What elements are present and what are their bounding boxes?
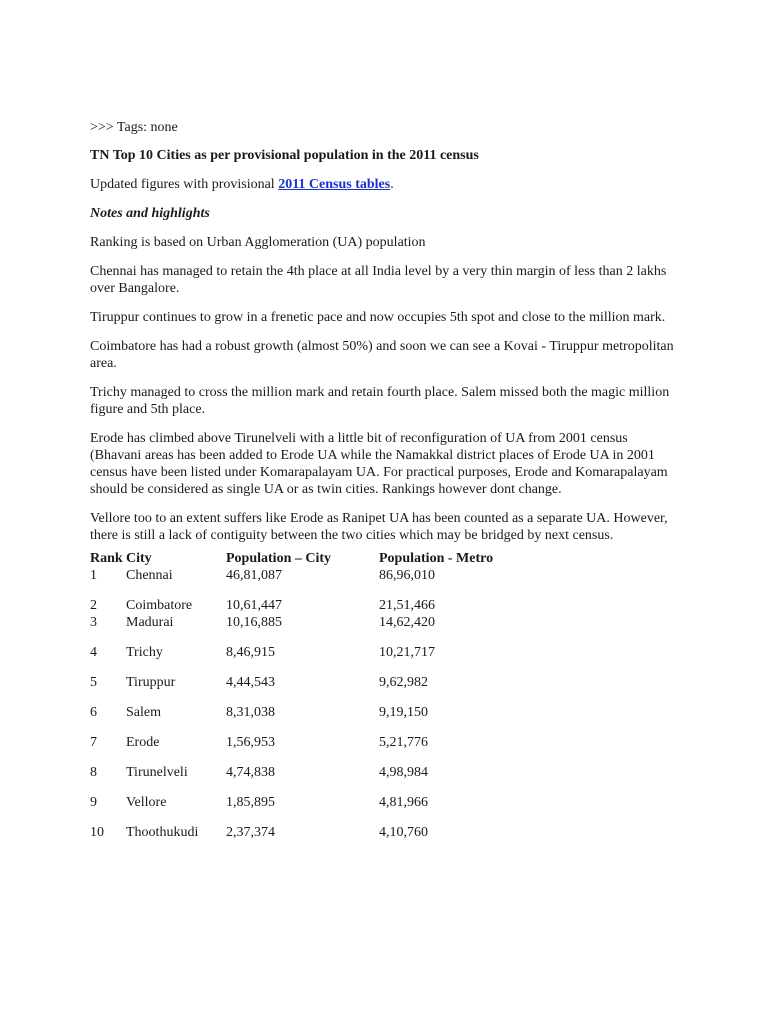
population-metro-cell: 9,62,982 (379, 675, 428, 690)
population-city-cell: 8,31,038 (226, 705, 275, 720)
census-tables-link[interactable]: 2011 Census tables (278, 177, 391, 192)
rank-cell: 7 (90, 735, 97, 750)
population-city-cell: 46,81,087 (226, 568, 282, 583)
table-row (90, 781, 539, 811)
population-metro-cell: 4,98,984 (379, 765, 428, 780)
table-row (90, 751, 539, 781)
population-metro-cell: 21,51,466 (379, 598, 435, 613)
document-body (90, 119, 690, 841)
population-table (90, 550, 539, 841)
note-paragraph: Coimbatore has had a robust growth (almost 50%) and soon we can see a Kovai - Tiruppur metropolitan area. (90, 339, 674, 371)
table-row (90, 691, 539, 721)
table-row (90, 661, 539, 691)
rank-cell: 3 (90, 615, 97, 630)
rank-cell: 6 (90, 705, 97, 720)
rank-cell: 5 (90, 675, 97, 690)
header-rank: Rank (90, 551, 123, 566)
updated-suffix: . (390, 177, 394, 192)
header-population-city: Population – City (226, 551, 332, 566)
population-city-cell: 8,46,915 (226, 645, 275, 660)
population-city-cell: 2,37,374 (226, 825, 275, 840)
header-population-metro: Population - Metro (379, 551, 494, 566)
rank-cell: 1 (90, 568, 97, 583)
population-metro-cell: 9,19,150 (379, 705, 428, 720)
population-metro-cell: 10,21,717 (379, 645, 435, 660)
note-paragraph: Ranking is based on Urban Agglomeration (UA) population (90, 235, 426, 250)
population-city-cell: 1,56,953 (226, 735, 275, 750)
city-cell: Salem (126, 705, 161, 720)
table-header-row (90, 550, 539, 567)
note-paragraph: Vellore too to an extent suffers like Erode as Ranipet UA has been counted as a separate UA. However, there is still a lack of contiguity between the two cities which may be bridged by next census. (90, 511, 668, 543)
table-row (90, 584, 539, 614)
rank-cell: 8 (90, 765, 97, 780)
rank-cell: 4 (90, 645, 97, 660)
population-metro-cell: 4,81,966 (379, 795, 428, 810)
population-metro-cell: 5,21,776 (379, 735, 428, 750)
updated-prefix: Updated figures with provisional (90, 177, 279, 192)
table-row (90, 811, 539, 841)
city-cell: Erode (126, 735, 160, 750)
population-metro-cell: 14,62,420 (379, 615, 435, 630)
population-city-cell: 10,16,885 (226, 615, 282, 630)
tags-line: >>> Tags: none (90, 120, 178, 135)
city-cell: Trichy (126, 645, 163, 660)
notes-heading: Notes and highlights (90, 206, 210, 221)
table-row (90, 721, 539, 751)
updated-line (90, 176, 690, 193)
population-city-cell: 10,61,447 (226, 598, 282, 613)
city-cell: Thoothukudi (126, 825, 199, 840)
note-paragraph: Tiruppur continues to grow in a frenetic pace and now occupies 5th spot and close to the million mark. (90, 310, 666, 325)
city-cell: Coimbatore (126, 598, 193, 613)
note-paragraph: Trichy managed to cross the million mark and retain fourth place. Salem missed both the magic million figure and 5th place. (90, 385, 670, 417)
population-city-cell: 4,74,838 (226, 765, 275, 780)
header-city: City (126, 551, 152, 566)
rank-cell: 2 (90, 598, 97, 613)
note-paragraph: Erode has climbed above Tirunelveli with a little bit of reconfiguration of UA from 2001 census (Bhavani areas has been added to Erode UA while the Namakkal district places of Erode UA in 2001 census have been listed under Komarapalayam UA. For practical purposes, Erode and Komarapalayam should be considered as single UA or as twin cities. Rankings however dont change. (90, 431, 668, 497)
city-cell: Madurai (126, 615, 174, 630)
population-city-cell: 4,44,543 (226, 675, 275, 690)
table-row (90, 614, 539, 631)
rank-cell: 9 (90, 795, 97, 810)
city-cell: Tirunelveli (126, 765, 188, 780)
city-cell: Vellore (126, 795, 167, 810)
table-row (90, 567, 539, 584)
rank-cell: 10 (90, 825, 104, 840)
city-cell: Chennai (126, 568, 173, 583)
population-city-cell: 1,85,895 (226, 795, 275, 810)
page-title: TN Top 10 Cities as per provisional population in the 2011 census (90, 148, 479, 163)
city-cell: Tiruppur (126, 675, 176, 690)
population-metro-cell: 86,96,010 (379, 568, 435, 583)
population-metro-cell: 4,10,760 (379, 825, 428, 840)
note-paragraph: Chennai has managed to retain the 4th place at all India level by a very thin margin of less than 2 lakhs over Bangalore. (90, 264, 667, 296)
table-row (90, 631, 539, 661)
